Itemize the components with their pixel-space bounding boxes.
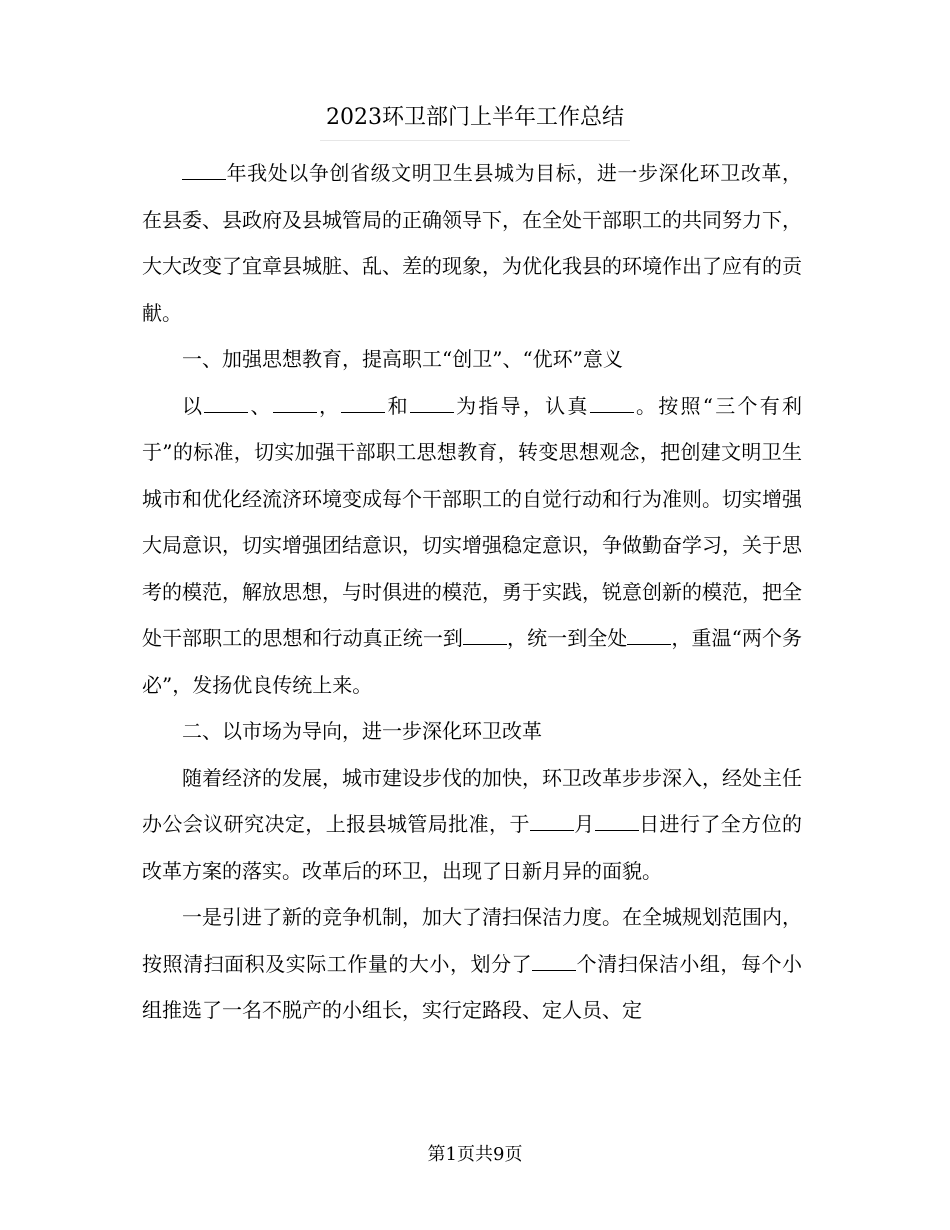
text-run: 随着经济的发展，城市建设步伐的加快，环卫改革步步深入，经处主任办公会议研究决定，上报县城管局批准，于 (142, 765, 802, 836)
fill-blank (590, 391, 634, 413)
text-run: 一是引进了新的竞争机制，加大了清扫保洁力度。在全城规划范围内，按照清扫面积及实际工作量的大小，划分了 (142, 905, 802, 976)
text-run: 为指导，认真 (453, 393, 590, 418)
paragraph-section-1 (142, 383, 802, 709)
fill-blank (627, 623, 671, 645)
text-run: ，统一到全处 (506, 626, 628, 650)
fill-blank (530, 809, 574, 831)
text-run: 、 (248, 393, 273, 418)
text-run: 年我处以争创省级文明卫生县城为目标，进一步深化环卫改革，在县委、县政府及县城管局的正确领导下，在全处干部职工的共同努力下，大大改变了宜章县城脏、乱、差的现象，为优化我县的环境作出了应有的贡献。 (142, 161, 802, 325)
fill-blank (532, 949, 576, 971)
paragraph-section-3 (142, 894, 802, 1034)
fill-blank (410, 391, 454, 413)
text-run: 个清扫保洁小组，每个小组推选了一名不脱产的小组长，实行定路段、定人员、定 (142, 951, 803, 1022)
text-run: ， (316, 393, 342, 418)
text-run: 以 (182, 393, 205, 418)
text-run: 一、加强思想教育，提高职工“创卫”、“优环”意义 (182, 347, 623, 371)
title-container (0, 96, 950, 141)
fill-blank (182, 158, 226, 180)
text-run: 。按照“三个有利于”的标准，切实加强干部职工思想教育，转变思想观念，把创建文明卫生城市和优化经流济环境变成每个干部职工的自觉行动和行为准则。切实增强大局意识，切实增强团结意识，切实增强稳定意识，争做勤奋学习，关于思考的模范，解放思想，与时俱进的模范，勇于实践，锐意创新的模范，把全处干部职工的思想和行动真正统一到 (142, 393, 803, 650)
section-heading-1 (142, 336, 802, 383)
fill-blank (595, 809, 639, 831)
paragraph-section-2 (142, 755, 802, 895)
fill-blank (463, 623, 507, 645)
fill-blank (204, 391, 248, 413)
document-title: 2023环卫部门上半年工作总结 (320, 96, 630, 141)
fill-blank (341, 391, 385, 413)
fill-blank (273, 391, 317, 413)
text-run: ，重温“两个务必”，发扬优良传统上来。 (142, 626, 803, 697)
document-body (142, 150, 802, 1034)
text-run: 月 (573, 812, 595, 836)
text-run: 和 (385, 393, 410, 418)
text-run: 二、以市场为导向，进一步深化环卫改革 (182, 719, 542, 743)
text-run: 日进行了全方位的改革方案的落实。改革后的环卫，出现了日新月异的面貌。 (142, 812, 803, 883)
page-footer: 第1页共9页 (427, 1144, 523, 1165)
section-heading-2 (142, 708, 802, 755)
paragraph-intro (142, 150, 802, 336)
